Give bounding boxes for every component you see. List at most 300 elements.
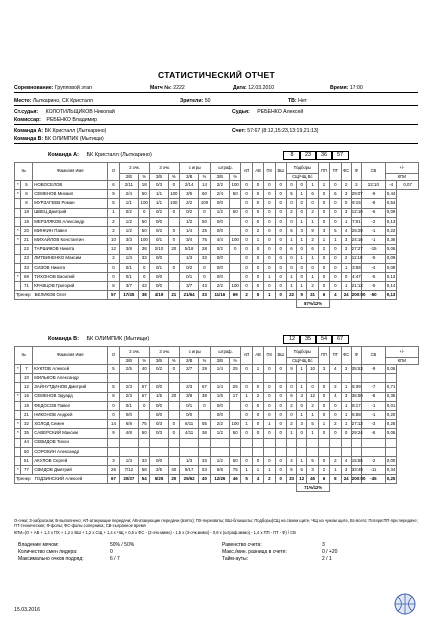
stat-cell: 1/2 — [119, 217, 138, 226]
stat-cell: 1/1 — [150, 199, 168, 208]
stat-cell: 1/2 — [210, 456, 229, 465]
stat-cell: 0,44 — [385, 190, 396, 199]
column-subheader: % — [168, 358, 179, 365]
stat-cell: 4/11 — [179, 429, 198, 438]
table-row — [15, 181, 419, 190]
stat-cell: 0/0 — [150, 456, 168, 465]
stat-cell: 0,25 — [385, 420, 396, 429]
stat-cell: 3 — [341, 466, 351, 475]
stat-cell: 0/0 — [150, 383, 168, 392]
stat-cell — [286, 438, 296, 447]
stat-cell: 100 — [168, 199, 179, 208]
stat-cell: 0 — [108, 401, 119, 410]
stat-cell: 33 — [139, 254, 150, 263]
stat-cell: 0 — [252, 383, 263, 392]
stat-cell: 2/5 — [150, 466, 168, 475]
stat-cell: 0 — [168, 429, 179, 438]
summary-timeouts: Тайм-ауты: 2 / 1 — [222, 556, 332, 562]
stat-cell: 2/4 — [210, 190, 229, 199]
stat-cell: 0/0 — [210, 410, 229, 419]
stat-cell — [307, 438, 318, 447]
stat-cell: 0 — [275, 383, 286, 392]
table-row — [15, 392, 419, 401]
stat-cell: 75 — [230, 466, 241, 475]
stat-cell: 0 — [330, 208, 341, 217]
tv-row: ТВ: Нет — [288, 98, 307, 104]
stat-cell: 3/5 — [179, 190, 198, 199]
stat-cell: -5 — [361, 272, 385, 281]
total-cell: 9 — [297, 291, 307, 300]
stat-cell — [139, 438, 150, 447]
stat-cell: 1 — [318, 420, 329, 429]
stat-cell: 0 — [275, 429, 286, 438]
stat-cell: 4/8 — [119, 429, 138, 438]
coach-label: Тренер — [16, 476, 31, 482]
column-header: с игры — [179, 163, 210, 174]
stat-cell — [252, 374, 263, 383]
column-subheader: % — [199, 358, 210, 365]
column-header: ВШ — [275, 163, 286, 181]
stat-cell: 0,71 — [385, 383, 396, 392]
stat-cell: 0/0 — [210, 263, 229, 272]
total-cell: -45 — [361, 475, 385, 484]
stat-cell: 0 — [275, 263, 286, 272]
player-name: НИКОНОВ Андрей — [33, 410, 108, 419]
coach-name: ГОДЗИНСКИЙ Алексей — [34, 476, 83, 482]
total-cell: 6 — [318, 475, 329, 484]
stat-cell: 3 — [318, 226, 329, 235]
stat-cell: -11 — [361, 466, 385, 475]
total-cell: 33 — [286, 475, 296, 484]
stat-cell: 0 — [330, 263, 341, 272]
stat-cell: * — [15, 226, 21, 235]
stat-cell: 2/14 — [179, 181, 198, 190]
stat-cell — [168, 456, 179, 465]
stat-cell: 1 — [318, 181, 329, 190]
stat-cell: 7/12 — [119, 466, 138, 475]
table-row — [15, 456, 419, 465]
match-time: 17:00 — [349, 85, 363, 91]
summary-lead-changes: Количество смен лидера: 0 — [18, 549, 113, 555]
stat-cell: 0 — [286, 199, 296, 208]
stat-cell — [341, 438, 351, 447]
stat-cell: 14 — [199, 181, 210, 190]
stat-cell: 1/4 — [210, 383, 229, 392]
total-cell: 25/62 — [179, 475, 198, 484]
stat-cell: 0 — [275, 420, 286, 429]
column-header: О — [108, 347, 119, 365]
stat-cell — [252, 447, 263, 456]
stat-cell: 8 — [20, 199, 33, 208]
stat-cell: 50 — [230, 208, 241, 217]
stat-cell: 0 — [264, 410, 275, 419]
stat-cell: -8 — [361, 392, 385, 401]
stat-cell — [179, 374, 198, 383]
player-name: СВИДОВ Дмитрий — [33, 466, 108, 475]
stat-cell: 0 — [252, 245, 263, 254]
stat-cell — [108, 447, 119, 456]
stat-cell: 27:27 — [351, 245, 361, 254]
stat-cell — [230, 254, 241, 263]
stat-cell: 8 — [20, 190, 33, 199]
stat-cell — [210, 447, 229, 456]
stat-cell: 0 — [252, 254, 263, 263]
stat-cell: 0 — [318, 401, 329, 410]
stat-cell — [307, 374, 318, 383]
team-b-heading: Команда В: БК ОЛИМПИК (Мытищи) — [48, 336, 150, 342]
time-row: Время: 17:00 — [330, 85, 363, 91]
stat-cell — [168, 272, 179, 281]
stat-cell: 100 — [230, 420, 241, 429]
total-cell: 200:00 — [351, 475, 361, 484]
stat-cell: 0 — [230, 245, 241, 254]
total-cell: 8 — [330, 475, 341, 484]
stat-cell — [286, 374, 296, 383]
table-row — [15, 374, 419, 383]
stat-cell: 1 — [307, 429, 318, 438]
stat-cell: 1 — [341, 410, 351, 419]
stat-cell: 100 — [139, 199, 150, 208]
stat-cell: 0 — [307, 263, 318, 272]
column-header: +/- — [385, 163, 418, 174]
summary-ties: Равенство счета: 3 — [222, 542, 325, 548]
player-name: СЕВИДОВ Тихон — [33, 438, 108, 447]
stat-cell: 3 — [341, 190, 351, 199]
stat-cell: 2/7 — [179, 365, 198, 374]
stat-cell: 29 — [199, 365, 210, 374]
stat-cell: 1 — [330, 466, 341, 475]
stat-cell: 2 — [307, 282, 318, 291]
total-cell: 12 — [297, 475, 307, 484]
stat-cell: 1/3 — [119, 456, 138, 465]
stat-cell: 100 — [230, 181, 241, 190]
stat-cell: 2/2 — [210, 420, 229, 429]
tv-value: Нет — [298, 98, 307, 104]
table-row — [15, 245, 419, 254]
stat-cell: -9 — [361, 190, 385, 199]
stat-cell: 100 — [168, 190, 179, 199]
stat-cell — [230, 272, 241, 281]
stat-cell — [150, 438, 168, 447]
stat-cell: 50 — [20, 447, 33, 456]
possession-percent: 87%/12% — [297, 300, 330, 308]
table-row — [15, 208, 419, 217]
team-a-heading: Команда А: БК Кристалл (Лыткарино) — [48, 152, 152, 158]
total-cell: 57 — [108, 291, 119, 300]
stat-cell: 33 — [20, 263, 33, 272]
stat-cell: 6/8 — [119, 420, 138, 429]
total-cell: 45 — [307, 475, 318, 484]
player-name: МУРЗАГЕЕВ Роман — [33, 199, 108, 208]
stat-cell: 50 — [139, 190, 150, 199]
stat-cell: 5 — [20, 181, 33, 190]
stat-cell — [241, 438, 252, 447]
stat-cell — [230, 401, 241, 410]
stat-cell: 77 — [20, 466, 33, 475]
stat-cell: 0 — [341, 272, 351, 281]
table-row — [15, 420, 419, 429]
column-header: 2 очк. — [119, 163, 150, 174]
stat-cell: 4 — [286, 456, 296, 465]
total-cell: 0,25 — [385, 475, 396, 484]
stat-cell: 5 — [307, 456, 318, 465]
stat-cell: 4/4 — [210, 236, 229, 245]
stat-cell: 0 — [286, 263, 296, 272]
column-subheader: % — [230, 358, 241, 365]
stat-cell: 38 — [139, 245, 150, 254]
stat-cell: 0 — [330, 401, 341, 410]
stat-cell: -8 — [361, 199, 385, 208]
stat-cell: 0 — [241, 236, 252, 245]
table-row — [15, 217, 419, 226]
stat-cell: 35:53 — [351, 365, 361, 374]
team-b-row: Команда В: БК ОЛИМПИК (Мытищи) — [14, 136, 104, 142]
stat-cell: -1 — [361, 226, 385, 235]
stat-cell: 53 — [199, 466, 210, 475]
stat-cell — [139, 447, 150, 456]
total-cell: 0,13 — [385, 291, 396, 300]
stat-cell: 1 — [297, 365, 307, 374]
stat-cell: 6 — [108, 181, 119, 190]
team-a-value: БК Кристалл (Лыткарино) — [44, 128, 107, 134]
stat-cell: 0 — [168, 365, 179, 374]
column-header: штраф. — [210, 347, 241, 358]
stat-cell: 0 — [241, 272, 252, 281]
stat-cell: 1 — [297, 217, 307, 226]
stat-cell: 2 — [286, 208, 296, 217]
stat-cell: 33:49 — [351, 466, 361, 475]
stat-cell — [307, 447, 318, 456]
team-a-q1: 8 — [283, 151, 301, 160]
stat-cell: 0/0 — [210, 254, 229, 263]
stat-cell: 0 — [264, 263, 275, 272]
stat-cell: 25:29 — [351, 226, 361, 235]
stat-cell: 0/0 — [179, 410, 198, 419]
stat-cell: 0 — [241, 226, 252, 235]
stat-cell: 5:39 — [351, 383, 361, 392]
stat-cell: 0 — [241, 181, 252, 190]
stat-cell: 14 — [108, 420, 119, 429]
stat-cell: 0/2 — [210, 245, 229, 254]
stat-cell: 0 — [275, 282, 286, 291]
stat-cell: 0 — [108, 272, 119, 281]
stat-cell: 10 — [20, 374, 33, 383]
stat-cell — [297, 447, 307, 456]
stat-cell: 0,09 — [385, 254, 396, 263]
stat-cell: 0 — [318, 383, 329, 392]
stat-cell: 40 — [168, 466, 179, 475]
stat-cell: 0/2 — [150, 365, 168, 374]
stat-cell: -15 — [361, 245, 385, 254]
stat-cell: 0 — [275, 272, 286, 281]
stat-cell: 0 — [330, 282, 341, 291]
stat-cell — [150, 447, 168, 456]
stat-cell: 20 — [20, 226, 33, 235]
stat-cell: 0 — [264, 190, 275, 199]
stat-cell: 4 — [330, 392, 341, 401]
stat-cell: 0 — [252, 401, 263, 410]
stat-cell: 0 — [252, 199, 263, 208]
stat-cell: 3/7 — [179, 282, 198, 291]
stat-cell: 3 — [341, 365, 351, 374]
column-header: ПТ — [330, 347, 341, 365]
stat-cell: 0 — [318, 410, 329, 419]
stat-cell: 2 — [252, 392, 263, 401]
stat-cell: 2/2 — [210, 181, 229, 190]
stat-cell: 0 — [341, 199, 351, 208]
table-header — [15, 163, 419, 174]
total-cell: 12/26 — [210, 475, 229, 484]
judge-row: Судья: РЕБЕНКО Алексей — [232, 109, 304, 115]
column-subheader: З/В — [179, 174, 198, 181]
column-header: О — [108, 163, 119, 181]
stat-cell: 0 — [168, 181, 179, 190]
stat-cell: 0/0 — [210, 401, 229, 410]
stat-cell: 0 — [275, 190, 286, 199]
player-name: НОВОСЕЛОВ — [33, 181, 108, 190]
stat-cell — [210, 374, 229, 383]
stat-cell: 0 — [241, 254, 252, 263]
stat-cell: * — [15, 365, 21, 374]
stat-cell: 50 — [139, 429, 150, 438]
stat-cell: 15:55 — [351, 456, 361, 465]
stat-cell: 0 — [252, 181, 263, 190]
venue-row: Место: Лыткарино, СК Кристалл — [14, 98, 93, 104]
stat-cell: 0,00 — [385, 456, 396, 465]
stat-cell: 2 — [108, 254, 119, 263]
table-row — [15, 282, 419, 291]
stat-cell: 1 — [307, 272, 318, 281]
column-subheader: % — [230, 174, 241, 181]
column-subheader: З/В — [150, 174, 168, 181]
stat-cell: 0 — [318, 272, 329, 281]
stat-cell: 1 — [241, 420, 252, 429]
stat-cell: 0 — [275, 365, 286, 374]
table-row — [15, 429, 419, 438]
stat-cell: 0,54 — [385, 199, 396, 208]
stat-cell: 27:13 — [351, 420, 361, 429]
stat-cell: 19 — [20, 401, 33, 410]
stat-cell: -2 — [361, 217, 385, 226]
stat-cell — [385, 447, 396, 456]
stat-cell: 0/0 — [150, 272, 168, 281]
stat-cell: 0 — [275, 410, 286, 419]
stat-cell: 0 — [252, 282, 263, 291]
stat-cell: 0 — [252, 410, 263, 419]
stat-cell: -6 — [361, 429, 385, 438]
stat-cell: * — [15, 466, 21, 475]
stat-cell: 2 — [318, 466, 329, 475]
stat-cell: 3 — [297, 420, 307, 429]
stat-cell: 29:07 — [351, 190, 361, 199]
stat-cell: 0 — [275, 245, 286, 254]
stat-cell: 0 — [318, 282, 329, 291]
stat-cell: 1/4 — [210, 365, 229, 374]
stat-cell: 1 — [264, 272, 275, 281]
column-header: АВ — [252, 163, 263, 181]
stat-cell: 50 — [139, 217, 150, 226]
stat-cell: 0 — [286, 217, 296, 226]
stat-cell: 29:24 — [351, 429, 361, 438]
stat-cell: 3 — [297, 392, 307, 401]
column-header: ПП — [318, 347, 329, 365]
stat-cell: 9 — [286, 392, 296, 401]
stat-cell: 100 — [199, 199, 210, 208]
stat-cell: 2/2 — [179, 199, 198, 208]
stat-cell: 5 — [108, 365, 119, 374]
stat-cell: 0 — [330, 199, 341, 208]
stat-cell: 0,22 — [385, 226, 396, 235]
column-subheader: З/В — [210, 174, 229, 181]
stat-cell: * — [15, 181, 21, 190]
column-header: АВ — [252, 347, 263, 365]
stat-cell: 0 — [318, 456, 329, 465]
stat-cell: 3 — [341, 208, 351, 217]
stat-cell: 5 — [307, 420, 318, 429]
stat-cell: 26 — [108, 466, 119, 475]
stat-cell: 0 — [264, 208, 275, 217]
total-cell: 38 — [139, 291, 150, 300]
stat-cell: 1 — [307, 254, 318, 263]
stat-cell — [351, 438, 361, 447]
stat-cell: 0 — [297, 272, 307, 281]
stat-cell: 0 — [199, 401, 210, 410]
team-a-stats-table — [14, 162, 419, 308]
stat-cell — [264, 447, 275, 456]
possession-percent: 71%/12% — [297, 484, 330, 492]
stat-cell: 1 — [318, 236, 329, 245]
stat-cell: 5 — [286, 190, 296, 199]
stat-cell: 9 — [108, 190, 119, 199]
stat-cell: 25 — [230, 383, 241, 392]
chief-judge-value: КОЛОТИЛЬЩИКОВ Николай — [45, 109, 115, 115]
stat-cell: 0 — [341, 429, 351, 438]
stat-cell: 3/4 — [179, 236, 198, 245]
stat-cell: 0 — [264, 181, 275, 190]
spectators-value: 50 — [204, 98, 211, 104]
stat-cell: 1 — [264, 466, 275, 475]
competition-value: Групповой этап — [54, 85, 92, 91]
stat-cell — [275, 447, 286, 456]
stat-cell: 0,13 — [385, 217, 396, 226]
team-b-value: БК ОЛИМПИК (Мытищи) — [44, 136, 104, 142]
column-header: АП — [241, 347, 252, 365]
stat-cell: 44 — [20, 438, 33, 447]
column-header: СВ — [361, 163, 385, 181]
stat-cell: 0 — [330, 410, 341, 419]
stat-cell: 0 — [264, 199, 275, 208]
stat-cell: 67 — [139, 383, 150, 392]
stat-cell: 1/2 — [210, 429, 229, 438]
stat-cell: 0 — [252, 420, 263, 429]
stat-cell: 33 — [199, 254, 210, 263]
stat-cell: 2 — [351, 181, 361, 190]
total-cell: 20/37 — [119, 475, 138, 484]
stat-cell: 0 — [264, 217, 275, 226]
total-cell: 4/19 — [150, 291, 168, 300]
stat-cell: 0 — [318, 208, 329, 217]
legend-kpi-formula: КПИ=(О + АВ + 1,4 х ПХ + 1,2 х ВШ + 1,2 х СЩ + 1,4 х ЧЩ + 0,5 х ФС - (2-очк.мимо) - 1,5 х (3-очк.мимо) - 0,8 х (штраф.мимо) - 1,4 х ПП - ПТ - Ф) / СВ — [14, 530, 296, 535]
stat-cell: 0,34 — [385, 466, 396, 475]
stat-cell: -1 — [361, 410, 385, 419]
stat-cell: 0/0 — [150, 217, 168, 226]
stat-cell — [318, 447, 329, 456]
stat-cell: 1 — [108, 208, 119, 217]
stat-cell: 2 — [307, 208, 318, 217]
stat-cell: 2 — [307, 401, 318, 410]
stat-cell: 2 — [286, 420, 296, 429]
venue-value: Лыткарино, СК Кристалл — [32, 98, 93, 104]
